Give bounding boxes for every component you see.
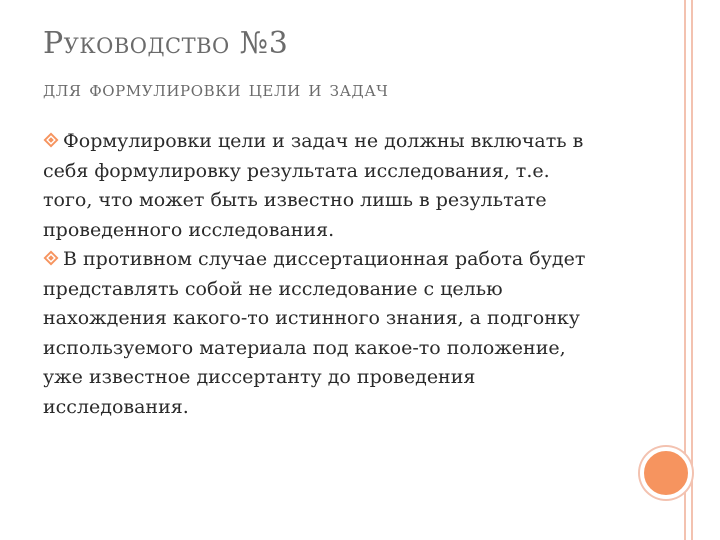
bullet-item: [43, 245, 603, 422]
decorative-orange-circle: [640, 447, 692, 499]
bullet-text: Формулировки цели и задач не должны включать в себя формулировку результата исследования, т.е. того, что может быть известно лишь в результате проведенного исследования.: [43, 130, 584, 241]
slide-title: Руководство №3: [43, 26, 289, 61]
slide-subtitle: для формулировки цели и задач: [43, 77, 389, 102]
orange-diamond-icon: [43, 250, 59, 266]
orange-diamond-icon: [43, 132, 59, 148]
bullet-item: [43, 127, 603, 245]
bullet-text: В противном случае диссертационная работа будет представлять собой не исследование с целью нахождения какого-то истинного знания, а подгонку используемого материала под какое-то положение, уже известное диссертанту до проведения исследования.: [43, 248, 586, 418]
bullet-list: [43, 127, 603, 422]
decorative-vertical-rule: [691, 0, 693, 540]
